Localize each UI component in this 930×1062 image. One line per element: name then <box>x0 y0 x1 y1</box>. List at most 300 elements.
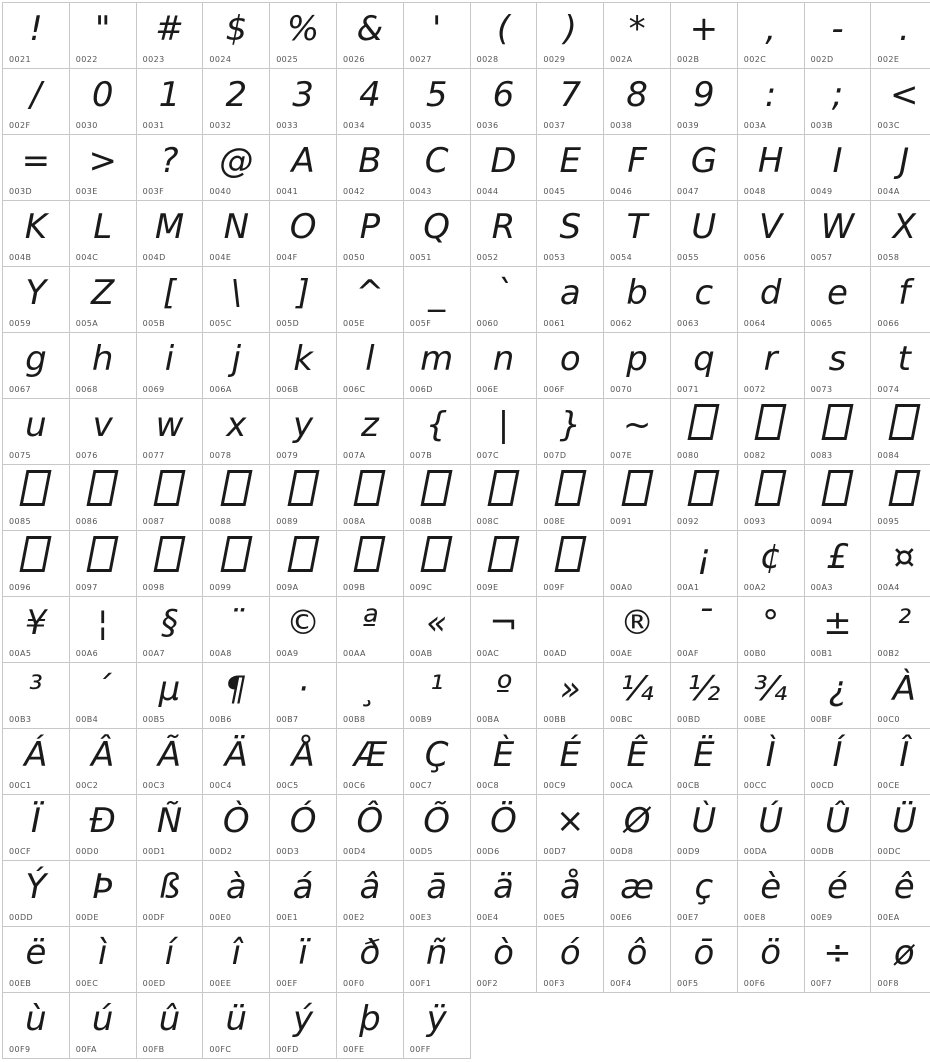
glyph-cell[interactable] <box>336 597 403 663</box>
glyph-sample: « <box>404 600 470 646</box>
glyph-codepoint: 00C9 <box>543 781 565 790</box>
glyph-cell[interactable] <box>3 729 70 795</box>
glyph-cell[interactable] <box>3 795 70 861</box>
glyph-cell[interactable] <box>670 267 737 333</box>
glyph-cell[interactable] <box>470 861 537 927</box>
glyph-cell[interactable] <box>470 729 537 795</box>
glyph-cell[interactable] <box>804 201 871 267</box>
glyph-cell[interactable] <box>537 795 604 861</box>
glyph-cell[interactable] <box>604 531 671 597</box>
glyph-sample: Â <box>70 732 136 778</box>
glyph-cell[interactable] <box>336 333 403 399</box>
glyph-cell[interactable] <box>604 663 671 729</box>
glyph-cell[interactable] <box>470 3 537 69</box>
glyph-codepoint: 00D8 <box>610 847 633 856</box>
notdef-rectangle <box>888 404 920 440</box>
glyph-cell[interactable] <box>604 597 671 663</box>
glyph-cell[interactable] <box>537 399 604 465</box>
glyph-cell[interactable] <box>136 3 203 69</box>
glyph-cell[interactable] <box>403 333 470 399</box>
glyph-cell[interactable] <box>470 795 537 861</box>
glyph-cell[interactable] <box>403 861 470 927</box>
glyph-cell[interactable] <box>69 927 136 993</box>
glyph-cell[interactable] <box>403 663 470 729</box>
glyph-cell[interactable] <box>604 333 671 399</box>
glyph-cell[interactable] <box>69 333 136 399</box>
glyph-cell[interactable] <box>270 861 337 927</box>
glyph-sample: & <box>337 6 403 52</box>
glyph-codepoint: 008A <box>343 517 365 526</box>
glyph-cell[interactable] <box>804 729 871 795</box>
glyph-cell[interactable] <box>871 267 930 333</box>
glyph-cell[interactable] <box>203 993 270 1059</box>
glyph-sample: ô <box>604 930 670 976</box>
glyph-cell[interactable] <box>270 267 337 333</box>
glyph-cell[interactable] <box>69 663 136 729</box>
glyph-cell[interactable] <box>804 531 871 597</box>
glyph-codepoint: 00AA <box>343 649 366 658</box>
glyph-cell-inner <box>604 399 670 464</box>
glyph-codepoint: 006F <box>543 385 564 394</box>
glyph-cell[interactable] <box>3 861 70 927</box>
glyph-cell[interactable] <box>270 399 337 465</box>
glyph-cell[interactable] <box>871 3 930 69</box>
glyph-sample <box>604 534 670 580</box>
glyph-cell[interactable] <box>871 333 930 399</box>
glyph-codepoint: 0026 <box>343 55 365 64</box>
glyph-sample: ø <box>871 930 930 976</box>
glyph-cell[interactable] <box>336 795 403 861</box>
glyph-cell[interactable] <box>737 531 804 597</box>
glyph-cell[interactable] <box>3 201 70 267</box>
glyph-cell[interactable] <box>3 69 70 135</box>
glyph-sample: å <box>537 864 603 910</box>
glyph-cell-inner <box>203 333 269 398</box>
glyph-cell-inner <box>337 531 403 596</box>
glyph-cell[interactable] <box>737 927 804 993</box>
glyph-codepoint: 0077 <box>143 451 165 460</box>
glyph-cell[interactable] <box>270 795 337 861</box>
glyph-codepoint: 0076 <box>76 451 98 460</box>
glyph-cell[interactable] <box>69 3 136 69</box>
glyph-cell[interactable] <box>336 3 403 69</box>
glyph-cell[interactable] <box>804 465 871 531</box>
glyph-cell[interactable] <box>270 333 337 399</box>
glyph-cell[interactable] <box>804 861 871 927</box>
glyph-cell[interactable] <box>69 729 136 795</box>
glyph-cell[interactable] <box>871 795 930 861</box>
glyph-cell[interactable] <box>537 267 604 333</box>
glyph-cell[interactable] <box>203 69 270 135</box>
glyph-sample: M <box>137 204 203 250</box>
glyph-sample: p <box>604 336 670 382</box>
glyph-cell[interactable] <box>203 531 270 597</box>
glyph-cell[interactable] <box>336 729 403 795</box>
glyph-cell[interactable] <box>537 465 604 531</box>
glyph-cell-inner <box>604 531 670 596</box>
glyph-cell[interactable] <box>403 531 470 597</box>
glyph-cell-inner <box>671 135 737 200</box>
glyph-cell[interactable] <box>136 399 203 465</box>
notdef-box-icon <box>671 402 737 448</box>
glyph-cell[interactable] <box>69 795 136 861</box>
glyph-cell[interactable] <box>270 993 337 1059</box>
glyph-cell[interactable] <box>403 927 470 993</box>
glyph-cell[interactable] <box>69 993 136 1059</box>
glyph-codepoint: 0043 <box>410 187 432 196</box>
glyph-cell[interactable] <box>871 69 930 135</box>
glyph-cell[interactable] <box>3 3 70 69</box>
glyph-cell[interactable] <box>470 399 537 465</box>
glyph-cell[interactable] <box>336 927 403 993</box>
glyph-cell[interactable] <box>136 861 203 927</box>
glyph-cell[interactable] <box>604 729 671 795</box>
glyph-cell[interactable] <box>670 69 737 135</box>
glyph-cell[interactable] <box>670 201 737 267</box>
glyph-cell[interactable] <box>403 465 470 531</box>
glyph-cell[interactable] <box>737 333 804 399</box>
glyph-cell[interactable] <box>136 729 203 795</box>
glyph-cell[interactable] <box>737 69 804 135</box>
glyph-cell[interactable] <box>136 69 203 135</box>
glyph-sample: Y <box>3 270 69 316</box>
glyph-row <box>3 861 930 927</box>
glyph-cell[interactable] <box>69 201 136 267</box>
glyph-sample: w <box>137 402 203 448</box>
glyph-cell[interactable] <box>604 399 671 465</box>
glyph-cell[interactable] <box>871 399 930 465</box>
glyph-cell[interactable] <box>537 135 604 201</box>
glyph-cell[interactable] <box>604 927 671 993</box>
glyph-cell[interactable] <box>604 69 671 135</box>
glyph-codepoint: 00C3 <box>143 781 165 790</box>
glyph-cell[interactable] <box>3 993 70 1059</box>
glyph-cell[interactable] <box>804 333 871 399</box>
glyph-codepoint: 00A4 <box>877 583 899 592</box>
glyph-cell[interactable] <box>270 69 337 135</box>
glyph-cell-inner <box>471 927 537 992</box>
glyph-cell[interactable] <box>470 597 537 663</box>
glyph-cell-inner <box>203 927 269 992</box>
glyph-sample: F <box>604 138 670 184</box>
glyph-cell[interactable] <box>3 465 70 531</box>
glyph-cell[interactable] <box>203 795 270 861</box>
glyph-cell[interactable] <box>737 597 804 663</box>
glyph-cell-inner <box>137 597 203 662</box>
glyph-cell[interactable] <box>804 399 871 465</box>
glyph-cell[interactable] <box>336 399 403 465</box>
glyph-cell[interactable] <box>3 663 70 729</box>
glyph-cell[interactable] <box>470 333 537 399</box>
glyph-cell[interactable] <box>670 861 737 927</box>
glyph-cell[interactable] <box>537 201 604 267</box>
glyph-cell[interactable] <box>136 663 203 729</box>
glyph-sample: ā <box>404 864 470 910</box>
glyph-sample: 9 <box>671 72 737 118</box>
glyph-cell[interactable] <box>670 663 737 729</box>
glyph-sample: G <box>671 138 737 184</box>
glyph-row <box>3 663 930 729</box>
glyph-cell[interactable] <box>537 663 604 729</box>
glyph-cell[interactable] <box>604 135 671 201</box>
glyph-cell[interactable] <box>3 597 70 663</box>
glyph-cell[interactable] <box>804 69 871 135</box>
glyph-cell[interactable] <box>203 3 270 69</box>
glyph-cell[interactable] <box>804 597 871 663</box>
glyph-cell[interactable] <box>604 465 671 531</box>
glyph-codepoint: 003B <box>811 121 833 130</box>
glyph-cell-inner <box>3 465 69 530</box>
glyph-cell[interactable] <box>203 597 270 663</box>
glyph-cell[interactable] <box>737 267 804 333</box>
glyph-cell[interactable] <box>871 465 930 531</box>
glyph-cell[interactable] <box>270 201 337 267</box>
glyph-cell[interactable] <box>336 135 403 201</box>
glyph-cell[interactable] <box>69 399 136 465</box>
glyph-cell-inner <box>404 333 470 398</box>
glyph-cell[interactable] <box>270 531 337 597</box>
glyph-cell-inner <box>805 201 871 266</box>
glyph-cell[interactable] <box>737 465 804 531</box>
glyph-cell[interactable] <box>3 927 70 993</box>
glyph-cell[interactable] <box>804 795 871 861</box>
glyph-sample: £ <box>805 534 871 580</box>
glyph-cell[interactable] <box>670 333 737 399</box>
glyph-codepoint: 00CB <box>677 781 700 790</box>
glyph-cell[interactable] <box>136 465 203 531</box>
glyph-cell[interactable] <box>136 135 203 201</box>
glyph-cell[interactable] <box>737 201 804 267</box>
glyph-cell[interactable] <box>871 531 930 597</box>
glyph-cell[interactable] <box>470 531 537 597</box>
glyph-cell[interactable] <box>737 729 804 795</box>
glyph-cell-inner <box>337 861 403 926</box>
glyph-cell[interactable] <box>336 663 403 729</box>
glyph-cell[interactable] <box>804 135 871 201</box>
glyph-cell[interactable] <box>470 927 537 993</box>
glyph-codepoint: 0091 <box>610 517 632 526</box>
glyph-cell-inner <box>3 993 69 1058</box>
glyph-codepoint: 00A6 <box>76 649 98 658</box>
glyph-cell[interactable] <box>336 201 403 267</box>
glyph-cell[interactable] <box>336 69 403 135</box>
glyph-cell[interactable] <box>336 531 403 597</box>
notdef-rectangle <box>87 536 119 572</box>
glyph-codepoint: 0089 <box>276 517 298 526</box>
glyph-cell[interactable] <box>336 993 403 1059</box>
glyph-sample: Ü <box>871 798 930 844</box>
glyph-cell[interactable] <box>871 663 930 729</box>
glyph-cell[interactable] <box>203 663 270 729</box>
glyph-cell[interactable] <box>270 597 337 663</box>
glyph-row <box>3 69 930 135</box>
glyph-cell-inner <box>404 201 470 266</box>
glyph-cell[interactable] <box>737 135 804 201</box>
glyph-sample: Ä <box>203 732 269 778</box>
glyph-codepoint: 00CF <box>9 847 31 856</box>
glyph-cell[interactable] <box>670 135 737 201</box>
empty-cell <box>804 993 871 1059</box>
glyph-cell[interactable] <box>537 861 604 927</box>
glyph-cell[interactable] <box>69 69 136 135</box>
glyph-cell[interactable] <box>203 861 270 927</box>
glyph-cell[interactable] <box>403 795 470 861</box>
glyph-cell[interactable] <box>3 135 70 201</box>
glyph-cell[interactable] <box>403 201 470 267</box>
glyph-cell[interactable] <box>203 729 270 795</box>
glyph-cell[interactable] <box>604 201 671 267</box>
glyph-cell[interactable] <box>537 3 604 69</box>
glyph-row <box>3 993 930 1059</box>
glyph-cell[interactable] <box>737 3 804 69</box>
glyph-cell[interactable] <box>270 729 337 795</box>
glyph-cell[interactable] <box>203 465 270 531</box>
glyph-cell[interactable] <box>470 201 537 267</box>
glyph-cell[interactable] <box>136 201 203 267</box>
glyph-cell[interactable] <box>670 729 737 795</box>
glyph-cell[interactable] <box>737 399 804 465</box>
glyph-cell[interactable] <box>403 597 470 663</box>
glyph-cell[interactable] <box>670 465 737 531</box>
glyph-cell[interactable] <box>871 135 930 201</box>
glyph-cell[interactable] <box>804 927 871 993</box>
glyph-cell[interactable] <box>3 333 70 399</box>
glyph-cell[interactable] <box>537 597 604 663</box>
glyph-cell[interactable] <box>203 333 270 399</box>
glyph-cell[interactable] <box>403 3 470 69</box>
notdef-box-icon <box>671 468 737 514</box>
glyph-cell[interactable] <box>804 663 871 729</box>
glyph-cell[interactable] <box>604 3 671 69</box>
glyph-codepoint: 0022 <box>76 55 98 64</box>
glyph-codepoint: 007A <box>343 451 365 460</box>
glyph-cell[interactable] <box>403 135 470 201</box>
glyph-cell[interactable] <box>670 3 737 69</box>
glyph-cell[interactable] <box>470 69 537 135</box>
glyph-cell[interactable] <box>737 861 804 927</box>
glyph-cell[interactable] <box>270 135 337 201</box>
glyph-cell[interactable] <box>270 3 337 69</box>
glyph-cell[interactable] <box>670 531 737 597</box>
glyph-cell[interactable] <box>403 993 470 1059</box>
glyph-cell[interactable] <box>403 399 470 465</box>
glyph-cell[interactable] <box>537 69 604 135</box>
glyph-cell[interactable] <box>403 729 470 795</box>
glyph-cell[interactable] <box>136 333 203 399</box>
glyph-codepoint: 007D <box>543 451 566 460</box>
glyph-codepoint: 0034 <box>343 121 365 130</box>
glyph-cell[interactable] <box>270 465 337 531</box>
glyph-cell[interactable] <box>537 927 604 993</box>
glyph-cell[interactable] <box>270 927 337 993</box>
glyph-cell[interactable] <box>804 267 871 333</box>
glyph-cell[interactable] <box>871 861 930 927</box>
glyph-cell[interactable] <box>737 663 804 729</box>
glyph-cell[interactable] <box>604 795 671 861</box>
glyph-cell[interactable] <box>69 267 136 333</box>
glyph-cell-inner <box>404 3 470 68</box>
glyph-sample: Ê <box>604 732 670 778</box>
glyph-cell[interactable] <box>3 267 70 333</box>
glyph-cell[interactable] <box>336 861 403 927</box>
glyph-cell[interactable] <box>804 3 871 69</box>
glyph-cell[interactable] <box>69 531 136 597</box>
glyph-sample: / <box>3 72 69 118</box>
glyph-cell[interactable] <box>403 69 470 135</box>
glyph-cell[interactable] <box>403 267 470 333</box>
glyph-cell[interactable] <box>336 465 403 531</box>
glyph-cell[interactable] <box>270 663 337 729</box>
glyph-cell[interactable] <box>136 267 203 333</box>
glyph-codepoint: 00FC <box>209 1045 231 1054</box>
notdef-box-icon <box>70 468 136 514</box>
glyph-cell[interactable] <box>604 267 671 333</box>
glyph-cell[interactable] <box>3 531 70 597</box>
glyph-sample: o <box>537 336 603 382</box>
glyph-cell[interactable] <box>203 267 270 333</box>
glyph-cell[interactable] <box>69 135 136 201</box>
glyph-cell[interactable] <box>203 201 270 267</box>
glyph-cell[interactable] <box>871 927 930 993</box>
glyph-cell[interactable] <box>537 333 604 399</box>
glyph-cell[interactable] <box>604 861 671 927</box>
glyph-cell-inner <box>537 399 603 464</box>
glyph-sample: Ã <box>137 732 203 778</box>
glyph-cell[interactable] <box>670 399 737 465</box>
glyph-cell[interactable] <box>136 531 203 597</box>
glyph-cell[interactable] <box>203 399 270 465</box>
glyph-sample: Ú <box>738 798 804 844</box>
glyph-cell[interactable] <box>203 927 270 993</box>
glyph-cell[interactable] <box>136 795 203 861</box>
glyph-cell[interactable] <box>670 927 737 993</box>
glyph-cell-inner <box>871 267 930 332</box>
glyph-cell-inner <box>137 333 203 398</box>
glyph-sample: V <box>738 204 804 250</box>
glyph-cell[interactable] <box>537 531 604 597</box>
glyph-cell[interactable] <box>336 267 403 333</box>
glyph-cell[interactable] <box>470 465 537 531</box>
glyph-cell[interactable] <box>69 465 136 531</box>
glyph-cell[interactable] <box>203 135 270 201</box>
glyph-sample: ¦ <box>70 600 136 646</box>
glyph-cell[interactable] <box>871 729 930 795</box>
notdef-rectangle <box>153 470 185 506</box>
glyph-sample: î <box>203 930 269 976</box>
glyph-cell[interactable] <box>136 993 203 1059</box>
glyph-cell[interactable] <box>69 597 136 663</box>
glyph-codepoint: 003D <box>9 187 32 196</box>
glyph-cell[interactable] <box>871 201 930 267</box>
glyph-cell[interactable] <box>470 135 537 201</box>
glyph-cell[interactable] <box>3 399 70 465</box>
glyph-cell-inner <box>671 861 737 926</box>
glyph-cell[interactable] <box>871 597 930 663</box>
glyph-cell[interactable] <box>670 597 737 663</box>
glyph-codepoint: 0058 <box>877 253 899 262</box>
glyph-cell[interactable] <box>136 927 203 993</box>
glyph-cell[interactable] <box>737 795 804 861</box>
glyph-codepoint: 006A <box>209 385 231 394</box>
glyph-cell[interactable] <box>537 729 604 795</box>
glyph-cell[interactable] <box>136 597 203 663</box>
glyph-cell[interactable] <box>670 795 737 861</box>
glyph-cell[interactable] <box>69 861 136 927</box>
glyph-sample: 5 <box>404 72 470 118</box>
glyph-cell[interactable] <box>470 663 537 729</box>
glyph-cell[interactable] <box>470 267 537 333</box>
glyph-codepoint: 0040 <box>209 187 231 196</box>
